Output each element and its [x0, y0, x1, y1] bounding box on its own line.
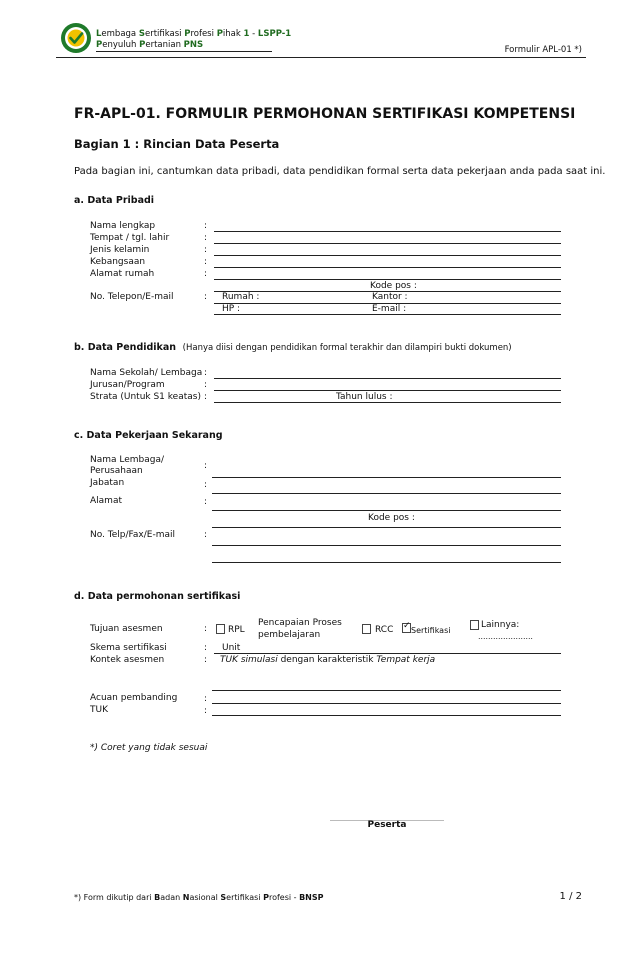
- kode-pos-label: Kode pos :: [370, 281, 417, 291]
- colon: :: [204, 461, 208, 471]
- section-b-title: b. Data Pendidikan: [74, 342, 177, 353]
- text-run: adan: [160, 893, 183, 902]
- skema-field[interactable]: [214, 653, 561, 654]
- kebangsaan-field[interactable]: [214, 267, 561, 268]
- text-run: -: [249, 29, 258, 39]
- colon: :: [204, 257, 208, 267]
- jabatan-field[interactable]: [212, 493, 561, 494]
- text-run: P: [216, 29, 223, 39]
- strata-label: Strata (Untuk S1 keatas): [90, 392, 201, 402]
- text-run: ertifikasi: [144, 29, 185, 39]
- lainnya-label: Lainnya:: [481, 620, 520, 630]
- colon: :: [204, 380, 208, 390]
- colon: :: [204, 497, 208, 507]
- text-run: P: [263, 893, 269, 902]
- skema-label: Skema sertifikasi: [90, 643, 167, 653]
- sertifikasi-checkbox[interactable]: [402, 623, 411, 633]
- pembelajaran-label: pembelajaran: [258, 630, 321, 640]
- footer-source: [74, 893, 324, 902]
- hp-label: HP :: [222, 304, 241, 314]
- organization-name: [96, 29, 291, 39]
- colon: :: [204, 643, 208, 653]
- page-number: 1 / 2: [559, 891, 582, 902]
- form-title: FR-APL-01. FORMULIR PERMOHONAN SERTIFIKASI KOMPETENSI: [74, 106, 576, 122]
- colon: :: [204, 655, 208, 665]
- nama-sekolah-label: Nama Sekolah/ Lembaga: [90, 368, 203, 378]
- telepon-email-label: No. Telepon/E-mail: [90, 292, 174, 302]
- colon: :: [204, 221, 208, 231]
- nama-lengkap-label: Nama lengkap: [90, 221, 156, 231]
- section-d-heading: d. Data permohonan sertifikasi: [74, 591, 241, 602]
- alamat-rumah-field[interactable]: [214, 279, 561, 280]
- text-run: ihak: [222, 29, 244, 39]
- alamat-label: Alamat: [90, 496, 122, 506]
- signature-label: Peserta: [367, 820, 407, 830]
- text-run: LSPP-1: [257, 29, 292, 39]
- telp-fax-email-field-2[interactable]: [212, 562, 561, 563]
- nama-lembaga-field[interactable]: [212, 477, 561, 478]
- hp-email-field[interactable]: [214, 314, 561, 315]
- pencapaian-label: Pencapaian Proses: [258, 618, 342, 628]
- text-run: ertifikasi: [226, 893, 264, 902]
- text-run: P: [184, 29, 191, 39]
- tahun-lulus-label: Tahun lulus :: [336, 392, 393, 402]
- colon: :: [204, 233, 208, 243]
- text-run: *) Form dikutip dari: [74, 893, 155, 902]
- acuan-label: Acuan pembanding: [90, 693, 178, 703]
- sertifikasi-label: Sertifikasi: [411, 626, 451, 635]
- strata-field[interactable]: [214, 402, 561, 403]
- lainnya-checkbox[interactable]: [470, 620, 479, 630]
- kontek-label: Kontek asesmen: [90, 655, 165, 665]
- jenis-kelamin-field[interactable]: [214, 255, 561, 256]
- section-c-heading: c. Data Pekerjaan Sekarang: [74, 430, 223, 441]
- alamat-rumah-label: Alamat rumah: [90, 269, 155, 279]
- text-run: asional: [189, 893, 221, 902]
- colon: :: [204, 368, 208, 378]
- organization-subname: [96, 40, 203, 50]
- kebangsaan-label: Kebangsaan: [90, 257, 146, 267]
- rpl-label: RPL: [228, 625, 245, 635]
- kode-pos-label: Kode pos :: [368, 513, 415, 523]
- tuk-simulasi-option[interactable]: TUK simulasi: [220, 655, 278, 665]
- lainnya-field[interactable]: ………………….: [478, 632, 533, 641]
- nama-sekolah-field[interactable]: [214, 378, 561, 379]
- rumah-label: Rumah :: [222, 292, 260, 302]
- part-heading: Bagian 1 : Rincian Data Peserta: [74, 137, 280, 151]
- colon: :: [204, 694, 208, 704]
- nama-lengkap-field[interactable]: [214, 231, 561, 232]
- jenis-kelamin-label: Jenis kelamin: [90, 245, 150, 255]
- tuk-field[interactable]: [212, 715, 561, 716]
- header-divider: [56, 57, 586, 58]
- text-run: embaga: [101, 29, 139, 39]
- text-run: L: [96, 29, 102, 39]
- jurusan-label: Jurusan/Program: [90, 380, 165, 390]
- rcc-checkbox[interactable]: [362, 624, 371, 634]
- footnote-coret: *) Coret yang tidak sesuai: [90, 743, 208, 753]
- kantor-label: Kantor :: [372, 292, 408, 302]
- text-run: PNS: [183, 40, 204, 50]
- text-run: BNSP: [299, 893, 324, 902]
- kode-pos-field[interactable]: [212, 527, 561, 528]
- colon: :: [204, 530, 208, 540]
- text-run: rofesi: [190, 29, 217, 39]
- jabatan-label: Jabatan: [90, 478, 125, 488]
- tuk-label: TUK: [90, 705, 108, 715]
- form-code: Formulir APL-01 *): [504, 45, 582, 55]
- text-run: rofesi -: [268, 893, 300, 902]
- header-underline: [96, 51, 272, 52]
- text-run: B: [154, 893, 161, 902]
- colon: :: [204, 392, 208, 402]
- text-run: S: [138, 29, 145, 39]
- kontek-value: [220, 655, 435, 665]
- rpl-checkbox[interactable]: [216, 624, 225, 634]
- jurusan-field[interactable]: [214, 390, 561, 391]
- section-b-heading: [74, 342, 512, 353]
- text-run: P: [139, 40, 146, 50]
- lspp-logo-icon: [60, 22, 92, 54]
- colon: :: [204, 269, 208, 279]
- tempat-lahir-field[interactable]: [214, 243, 561, 244]
- telp-fax-email-label: No. Telp/Fax/E-mail: [90, 530, 175, 540]
- kontek-connector: dengan karakteristik: [277, 655, 377, 665]
- acuan-field[interactable]: [212, 703, 561, 704]
- email-label: E-mail :: [372, 304, 407, 314]
- colon: :: [204, 480, 208, 490]
- section-b-note: (Hanya diisi dengan pendidikan formal terakhir dan dilampiri bukti dokumen): [182, 343, 512, 353]
- colon: :: [204, 624, 208, 634]
- tempat-lahir-label: Tempat / tgl. lahir: [90, 233, 170, 243]
- rcc-label: RCC: [375, 625, 394, 635]
- nama-lembaga-label: Nama Lembaga/: [90, 455, 165, 465]
- colon: :: [204, 245, 208, 255]
- section-a-heading: a. Data Pribadi: [74, 195, 155, 206]
- text-run: enyuluh: [102, 40, 140, 50]
- intro-text: Pada bagian ini, cantumkan data pribadi, data pendidikan formal serta data pekerjaan anda pada saat ini.: [74, 166, 606, 177]
- skema-value: Unit: [222, 643, 241, 653]
- colon: :: [204, 292, 208, 302]
- tujuan-asesmen-label: Tujuan asesmen: [90, 624, 163, 634]
- acuan-field-top[interactable]: [212, 690, 561, 691]
- text-run: S: [220, 893, 227, 902]
- text-run: ertanian: [145, 40, 184, 50]
- text-run: 1: [243, 29, 250, 39]
- telp-fax-email-field[interactable]: [212, 545, 561, 546]
- text-run: P: [96, 40, 103, 50]
- perusahaan-label: Perusahaan: [90, 466, 143, 476]
- colon: :: [204, 706, 208, 716]
- alamat-field[interactable]: [212, 510, 561, 511]
- tempat-kerja-option[interactable]: Tempat kerja: [376, 655, 436, 665]
- text-run: N: [182, 893, 190, 902]
